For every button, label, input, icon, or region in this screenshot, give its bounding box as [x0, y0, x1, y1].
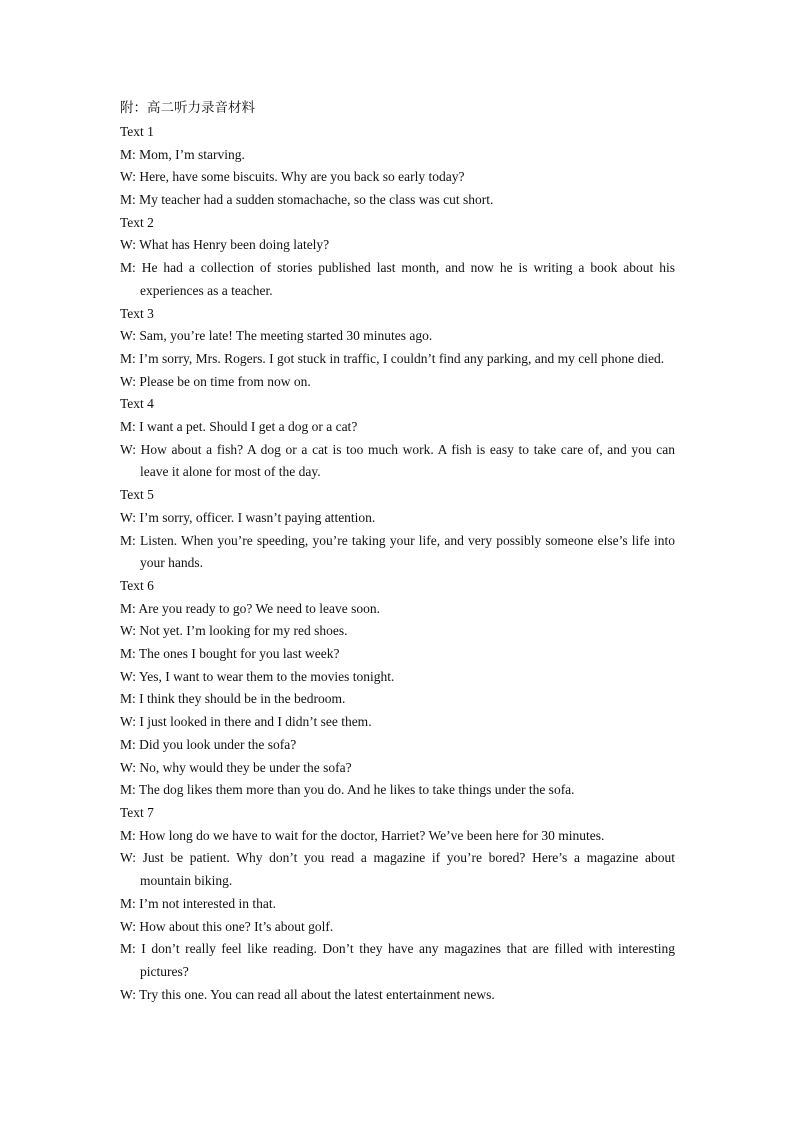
dialogue-line: M: I think they should be in the bedroom. [120, 691, 346, 707]
dialogue-line: W: Not yet. I’m looking for my red shoes. [120, 623, 348, 639]
text-2-section [120, 212, 675, 303]
text-5-label: Text 5 [120, 487, 154, 503]
text-2-label: Text 2 [120, 214, 154, 230]
text-4-section [120, 393, 675, 484]
dialogue-line: M: Are you ready to go? We need to leave soon. [120, 600, 380, 616]
dialogue-line: M: How long do we have to wait for the doctor, Harriet? We’ve been here for 30 minutes. [120, 827, 605, 843]
dialogue-line: W: Try this one. You can read all about the latest entertainment news. [120, 986, 495, 1002]
dialogue-line: M: My teacher had a sudden stomachache, so the class was cut short. [120, 192, 494, 208]
dialogue-line: M: Listen. When you’re speeding, you’re taking your life, and very possibly someone else’s life into your hands. [120, 532, 675, 571]
dialogue-line: W: Sam, you’re late! The meeting started 30 minutes ago. [120, 328, 433, 344]
dialogue-line: W: Here, have some biscuits. Why are you back so early today? [120, 169, 465, 185]
dialogue-line: M: He had a collection of stories published last month, and now he is writing a book about his experiences as a teacher. [120, 260, 675, 298]
text-3-section [120, 303, 675, 394]
dialogue-line: W: I just looked in there and I didn’t see them. [120, 714, 372, 730]
text-5-section [120, 484, 675, 575]
text-1-section [120, 121, 675, 212]
dialogue-line: M: Did you look under the sofa? [120, 736, 297, 752]
dialogue-line: W: I’m sorry, officer. I wasn’t paying attention. [120, 509, 376, 525]
dialogue-line: W: No, why would they be under the sofa? [120, 759, 352, 775]
document-page [120, 96, 675, 1006]
dialogue-line: W: Yes, I want to wear them to the movies tonight. [120, 668, 395, 684]
dialogue-line: M: Mom, I’m starving. [120, 146, 245, 162]
dialogue-line: W: Please be on time from now on. [120, 373, 311, 389]
dialogue-line: M: I’m not interested in that. [120, 895, 276, 911]
text-7-section [120, 802, 675, 1006]
dialogue-line: M: I’m sorry, Mrs. Rogers. I got stuck in traffic, I couldn’t find any parking, and my cell phone died. [120, 350, 665, 366]
dialogue-line: M: I want a pet. Should I get a dog or a cat? [120, 419, 358, 435]
text-7-label: Text 7 [120, 805, 154, 820]
page-title: 附：高二听力录音材料 [120, 100, 255, 116]
text-6-section [120, 575, 675, 802]
dialogue-line: W: What has Henry been doing lately? [120, 237, 330, 253]
dialogue-line: W: How about a fish? A dog or a cat is too much work. A fish is easy to take care of, and you can leave it alone for most of the day. [120, 441, 675, 480]
dialogue-line: W: Just be patient. Why don’t you read a magazine if you’re bored? Here’s a magazine about mountain biking. [120, 850, 675, 889]
text-1-label: Text 1 [120, 124, 154, 139]
dialogue-line: M: The dog likes them more than you do. And he likes to take things under the sofa. [120, 782, 575, 798]
dialogue-line: W: How about this one? It’s about golf. [120, 918, 334, 934]
text-6-label: Text 6 [120, 577, 154, 593]
dialogue-line: M: The ones I bought for you last week? [120, 646, 340, 662]
text-4-label: Text 4 [120, 396, 154, 412]
dialogue-line: M: I don’t really feel like reading. Don’t they have any magazines that are filled with interesting pictures? [120, 941, 675, 979]
text-3-label: Text 3 [120, 305, 154, 321]
